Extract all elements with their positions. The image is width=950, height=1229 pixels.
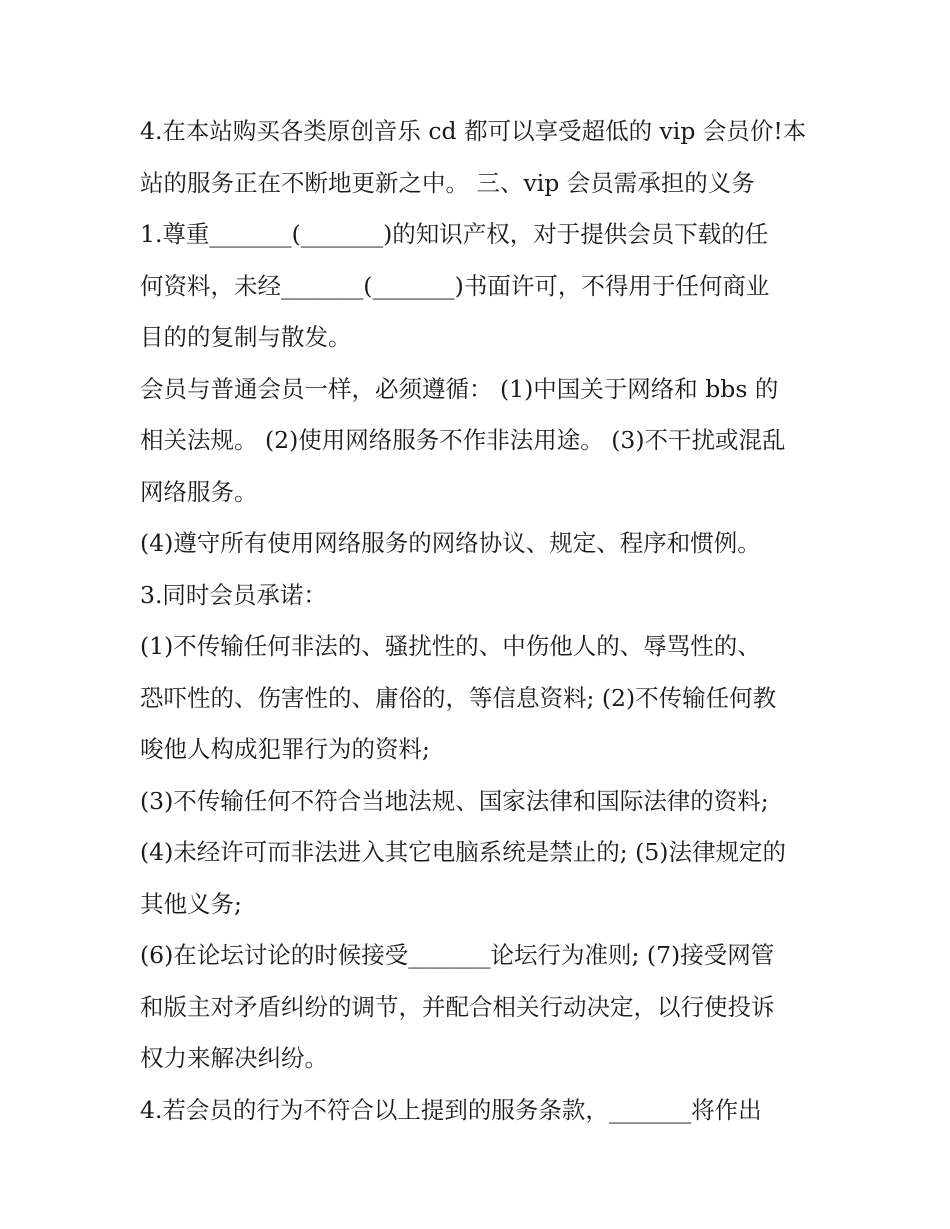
text-line: 3.同时会员承诺： bbox=[140, 580, 327, 609]
text-line: (4)遵守所有使用网络服务的网络协议、规定、程序和惯例。 bbox=[140, 529, 761, 557]
text-line: 恐吓性的、伤害性的、庸俗的，等信息资料; (2)不传输任何教 bbox=[140, 683, 777, 712]
text-line: 和版主对矛盾纠纷的调节，并配合相关行动决定，以行使投诉 bbox=[140, 992, 775, 1021]
text-line: 4.在本站购买各类原创音乐 cd 都可以享受超低的 vip 会员价!本 bbox=[140, 117, 807, 145]
text-line: 站的服务正在不断地更新之中。 三、vip 会员需承担的义务 bbox=[140, 168, 755, 197]
text-line: 网络服务。 bbox=[140, 477, 258, 506]
text-line: (4)未经许可而非法进入其它电脑系统是禁止的; (5)法律规定的 bbox=[140, 838, 786, 866]
text-line: 目的的复制与散发。 bbox=[140, 323, 352, 351]
text-line: 4.若会员的行为不符合以上提到的服务条款，_______将作出 bbox=[140, 1095, 762, 1124]
text-line: 相关法规。 (2)使用网络服务不作非法用途。 (3)不干扰或混乱 bbox=[140, 426, 786, 454]
text-line: (3)不传输任何不符合当地法规、国家法律和国际法律的资料; bbox=[140, 786, 769, 815]
text-line: 唆他人构成犯罪行为的资料; bbox=[140, 735, 430, 763]
text-line: 权力来解决纠纷。 bbox=[140, 1044, 328, 1072]
text-line: (1)不传输任何非法的、骚扰性的、中伤他人的、辱骂性的、 bbox=[140, 632, 761, 660]
text-line: 其他义务; bbox=[140, 889, 242, 918]
text-line: 何资料，未经_______(_______)书面许可，不得用于任何商业 bbox=[140, 271, 770, 300]
text-line: 1.尊重_______(_______)的知识产权，对于提供会员下载的任 bbox=[140, 220, 769, 248]
document-body bbox=[140, 106, 820, 1136]
text-line: 会员与普通会员一样，必须遵循： (1)中国关于网络和 bbs 的 bbox=[140, 374, 779, 403]
text-line: (6)在论坛讨论的时候接受_______论坛行为准则; (7)接受网管 bbox=[140, 941, 775, 969]
